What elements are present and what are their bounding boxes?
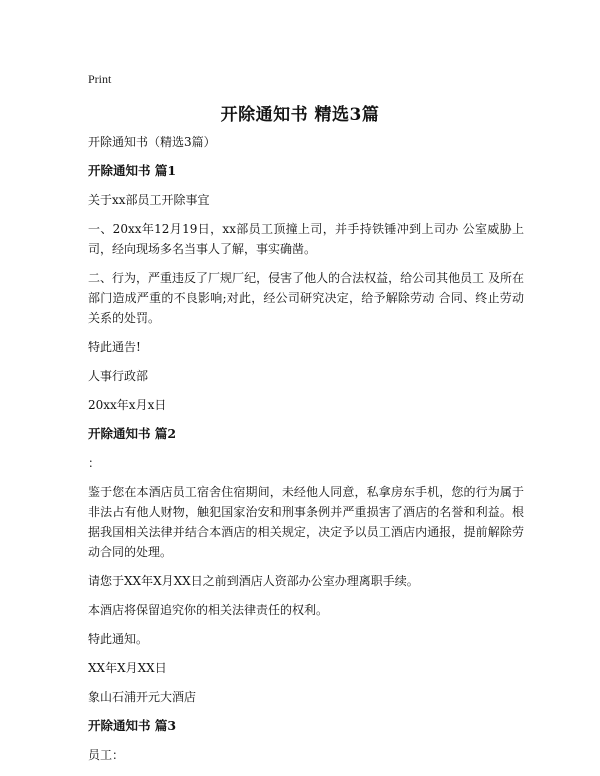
paragraph: 一、20xx年12月19日，xx部员工顶撞上司，并手持铁锤冲到上司办 公室威胁上司，经向现场多名当事人了解，事实确凿。 [88,222,524,256]
addressee-line: 员工： [88,748,125,762]
paragraph: 特此通知。 [88,632,149,646]
section-heading-3: 开除通知书 篇3 [88,718,177,733]
paragraph: 关于xx部员工开除事宜 [88,193,210,207]
paragraph: 二、行为，严重违反了厂规厂纪，侵害了他人的合法权益，给公司其他员工 及所在部门造成严重的不良影响;对此，经公司研究决定，给予解除劳动 合同、终止劳动关系的处罚。 [88,271,524,325]
date-line: XX年X月XX日 [88,661,167,675]
paragraph: 特此通告! [88,340,141,354]
page-title: 开除通知书 精选3篇 [220,105,380,125]
paragraph: 鉴于您在本酒店员工宿舍住宿期间，未经他人同意，私拿房东手机，您的行为属于非法占有他人财物，触犯国家治安和刑事条例并严重损害了酒店的名誉和利益。根据我国相关法律并结合本酒店的相关规定，决定予以员工酒店内通报，提前解除劳动合同的处理。 [88,485,524,559]
signature-department: 人事行政部 [88,369,149,383]
print-label: Print [88,72,112,86]
paragraph: 请您于XX年X月XX日之前到酒店人资部办公室办理离职手续。 [88,574,419,588]
document-subtitle: 开除通知书（精选3篇） [88,135,216,149]
document-body [88,132,524,774]
addressee-line: ： [88,456,101,470]
signature-organization: 象山石浦开元大酒店 [88,690,197,704]
section-heading-1: 开除通知书 篇1 [88,163,177,178]
paragraph: 本酒店将保留追究你的相关法律责任的权利。 [88,603,329,617]
section-heading-2: 开除通知书 篇2 [88,426,177,441]
date-line: 20xx年x月x日 [88,398,167,412]
